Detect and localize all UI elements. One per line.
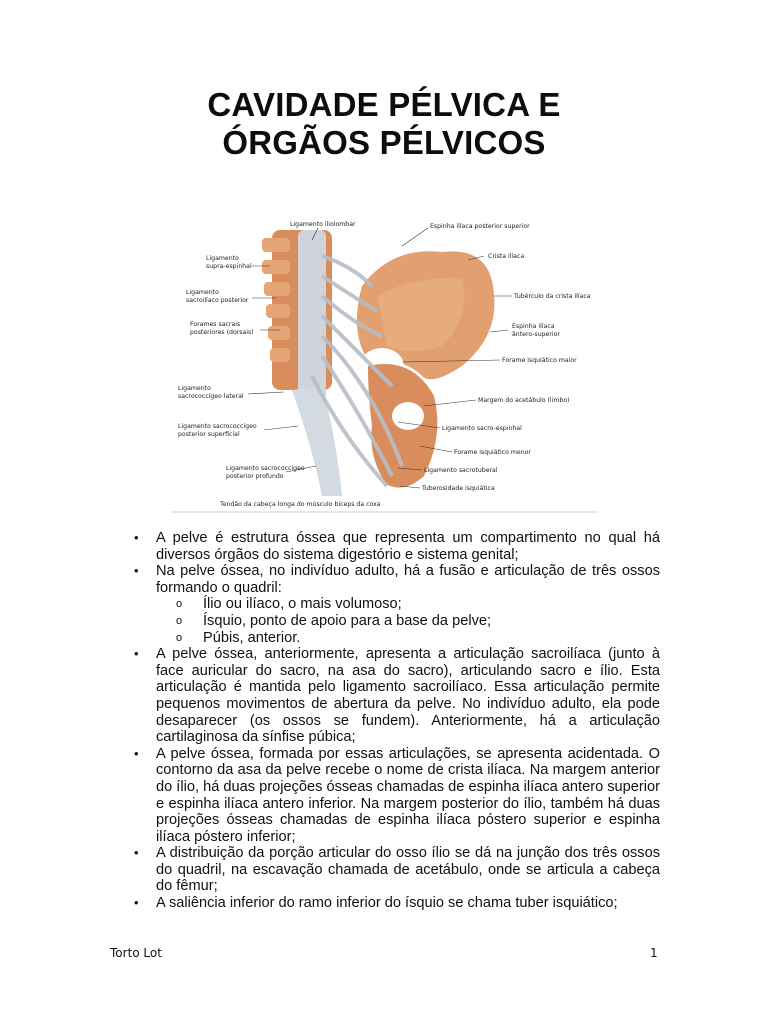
body-content <box>134 530 660 912</box>
label-forame-menor: Forame isquiático menor <box>454 449 531 456</box>
list-item <box>134 530 660 563</box>
bullet-text: A pelve óssea, anteriormente, apresenta a articulação sacroilíaca (junto à face auricular do sacro, na asa do sacro), articulando sacro e ílio. Esta articulação é mantida pelo ligamento sacroilíaco. Essa articulação permite pequenos movimentos de abertura da pelve. No indivíduo adulto, ela pode desaparecer (os ossos se fundem). Anteriormente, há a articulação cartilaginosa da sínfise púbica; <box>156 646 660 746</box>
label-espinha-antero-1: Espinha ilíaca <box>512 323 555 330</box>
bullet-text: A distribuição da porção articular do osso ílio se dá na junção dos três ossos do quadril, na escavação chamada de acetábulo, onde se articula a cabeça do fêmur; <box>156 845 660 895</box>
bullet-text: A pelve é estrutura óssea que representa um compartimento no qual há diversos órgãos do sistema digestório e sistema genital; <box>156 530 660 563</box>
label-forame-maior: Forame isquiático maior <box>502 357 577 364</box>
list-item <box>134 845 660 895</box>
label-lig-superficial-1: Ligamento sacrococcígeo <box>178 423 257 430</box>
label-lig-supra-espinhal-2: supra-espinhal <box>206 263 252 270</box>
label-margem-acetabulo: Margem do acetábulo (limbo) <box>478 397 570 404</box>
sub-bullet-text: Ísquio, ponto de apoio para a base da pelve; <box>203 612 492 629</box>
sub-list-item <box>176 596 660 613</box>
label-lig-profundo-2: posterior profundo <box>226 473 284 480</box>
bullet-marker: • <box>134 646 139 662</box>
label-espinha-posterior-superior: Espinha ilíaca posterior superior <box>430 223 530 230</box>
label-lig-superficial-2: posterior superficial <box>178 431 240 438</box>
label-lig-sacroiliaco-2: sacroilíaco posterior <box>186 297 249 304</box>
sub-bullet-text: Ílio ou ilíaco, o mais volumoso; <box>203 596 402 613</box>
list-item <box>134 746 660 846</box>
bullet-text: A pelve óssea, formada por essas articulações, se apresenta acidentada. O contorno da asa da pelve recebe o nome de crista ilíaca. Na margem anterior do ílio, há duas projeções ósseas chamadas de espinha ilíaca antero superior e espinha ilíaca antero inferior. Na margem posterior do ílio, também há duas projeções ósseas chamadas de espinha ilíaca póstero superior e espinha ilíaca póstero inferior; <box>156 745 660 845</box>
sub-list-item <box>176 613 660 630</box>
title-line-2: ÓRGÃOS PÉLVICOS <box>222 124 546 161</box>
bullet-text: Na pelve óssea, no indivíduo adulto, há a fusão e articulação de três ossos formando o quadril: <box>156 563 660 596</box>
bullet-list <box>134 530 660 912</box>
sub-bullet-marker: o <box>176 614 183 627</box>
label-lig-sacrococcigeo-lateral-2: sacrococcígeo lateral <box>178 393 244 400</box>
label-tuberculo-crista: Tubérculo da crista ilíaca <box>514 293 591 300</box>
label-forames-sacrais-2: posteriores (dorsais) <box>190 329 254 336</box>
sub-bullet-text: Púbis, anterior. <box>203 629 301 646</box>
label-espinha-antero-2: ântero-superior <box>512 331 560 338</box>
label-lig-sacrotuberal: Ligamento sacrotuberal <box>424 467 498 474</box>
title-line-1: CAVIDADE PÉLVICA E <box>207 86 561 123</box>
sub-list-item <box>176 630 660 647</box>
label-lig-profundo-1: Ligamento sacrococcígeo <box>226 465 305 472</box>
label-lig-sacroiliaco-1: Ligamento <box>186 289 219 296</box>
bullet-marker: • <box>134 895 139 911</box>
sub-bullet-marker: o <box>176 631 183 644</box>
page-title <box>0 86 768 162</box>
label-lig-sacrococcigeo-lateral-1: Ligamento <box>178 385 211 392</box>
sub-list <box>156 596 660 646</box>
list-item <box>134 895 660 912</box>
label-tendao: Tendão da cabeça longa do músculo bíceps da coxa <box>220 501 381 508</box>
bullet-marker: • <box>134 530 139 545</box>
label-lig-supra-espinhal-1: Ligamento <box>206 255 239 262</box>
list-item <box>134 646 660 746</box>
pelvis-ligaments-figure <box>172 216 598 514</box>
footer-author: Torto Lot <box>110 946 162 960</box>
bullet-marker: • <box>134 845 139 861</box>
label-forames-sacrais-1: Forames sacrais <box>190 321 241 328</box>
bullet-marker: • <box>134 563 139 579</box>
sub-bullet-marker: o <box>176 598 183 611</box>
vertebral-column <box>262 230 342 496</box>
label-crista-iliaca: Crista ilíaca <box>488 253 525 260</box>
bullet-text: A saliência inferior do ramo inferior do ísquio se chama tuber isquiático; <box>156 895 618 912</box>
list-item <box>134 563 660 646</box>
label-tuberosidade: Tuberosidade isquiática <box>422 485 495 492</box>
pelvis-illustration <box>172 216 598 514</box>
label-lig-sacroespinhal: Ligamento sacro-espinhal <box>442 425 522 432</box>
label-ligamento-iliolombar: Ligamento iliolombar <box>290 221 356 228</box>
page-number: 1 <box>650 946 658 960</box>
bullet-marker: • <box>134 745 139 761</box>
